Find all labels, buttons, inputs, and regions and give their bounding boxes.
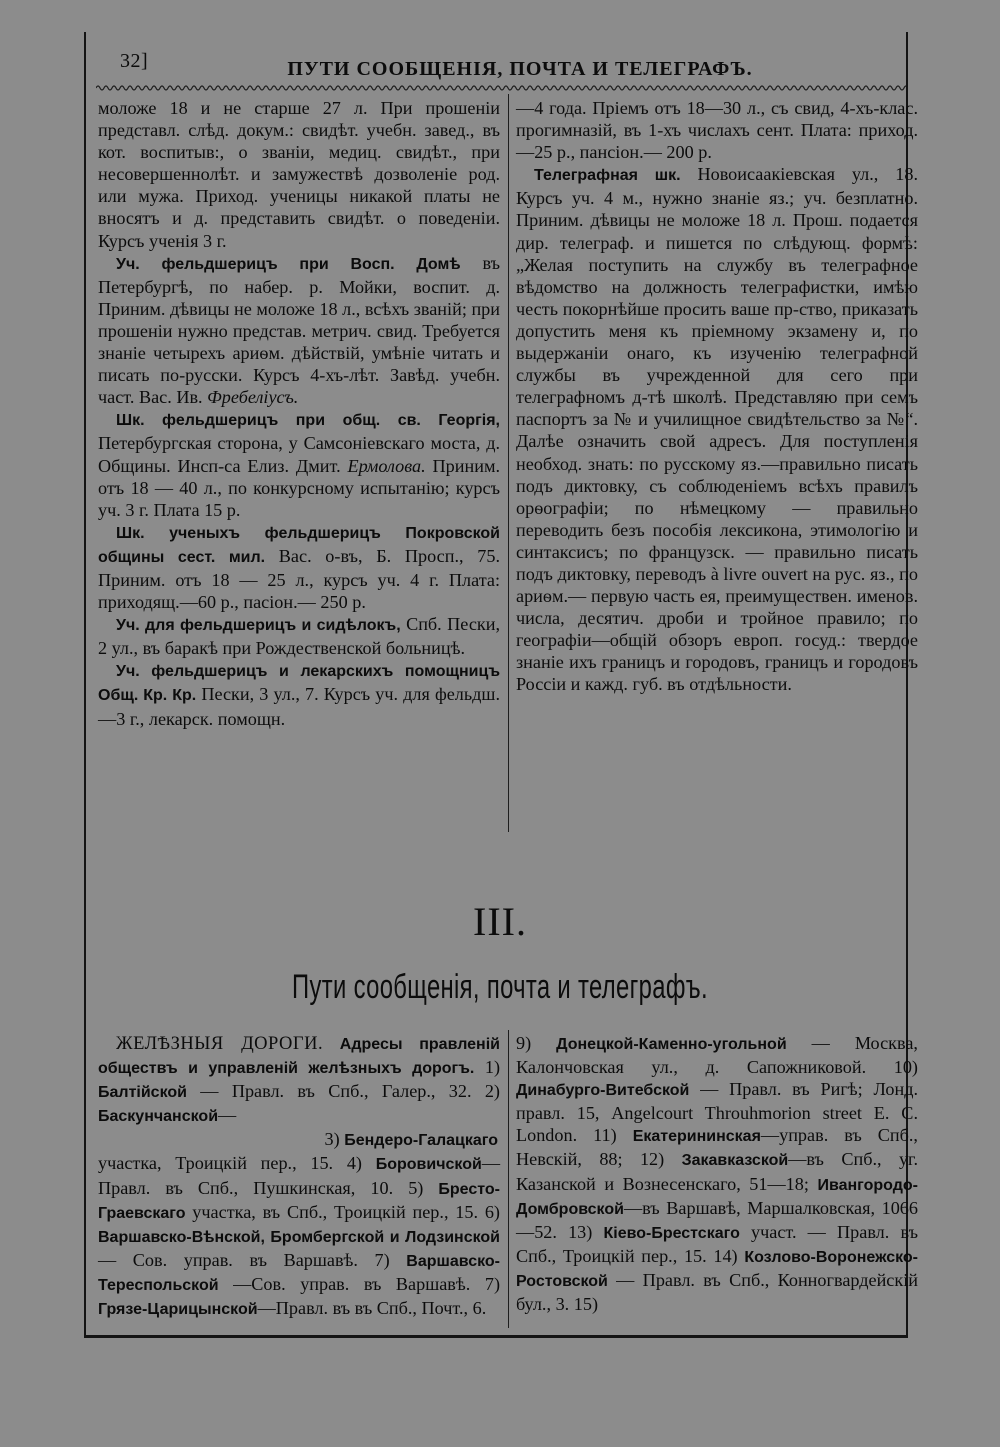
entry-text: 1) (474, 1057, 501, 1078)
entry-heading: Шк. фельдшерицъ при общ. св. Георгія, (116, 412, 500, 430)
entry-heading: Уч. для фельдшерицъ и сидѣлокъ, (116, 617, 401, 635)
railway-name: Кіево-Брестскаго (603, 1224, 740, 1242)
column-divider-top (508, 94, 509, 832)
entry-text: — Правл. въ Спб., Галер., 32. 2) (186, 1081, 500, 1102)
paragraph (98, 521, 500, 613)
entry-text: — (218, 1105, 237, 1126)
entry-heading: Уч. фельдшерицъ при Восп. Домѣ (116, 255, 461, 273)
entry-text: —управ. въ Спб., Невскій, 88; 12) (516, 1125, 918, 1170)
railway-name: Бендеро-Галацкаго (344, 1132, 498, 1150)
entry-heading: Уч. фельдшерицъ и лекарскихъ помощницъ Общ. Кр. Кр. (98, 663, 500, 705)
entry-name: Ермолова. (347, 455, 426, 476)
entry-text: — Правл. въ Спб., Конногвардейскій бул., 3. 15) (516, 1269, 918, 1315)
paragraph: моложе 18 и не старше 27 л. При прошеніи представл. слѣд. докум.: свидѣт. учебн. завед., въ кот. воспитыв:, о званіи, медиц. свидѣт., при несовершеннолѣт. и замужествѣ дозволеніе род. или мужа. Приход. ученицы никакой платы не вносятъ и д. представить свидѣт. о поведеніи. Курсъ ученія 3 г. (98, 98, 500, 251)
entry-text: — Сов. управ. въ Варшавѣ. 7) (98, 1249, 407, 1270)
entry-name: Фребеліусъ. (207, 387, 299, 408)
entry-text: Приним. отъ 18 — 40 л., по конкурсному испытанію; курсъ уч. 3 г. Плата 15 р. (98, 455, 501, 520)
entry-text: — Правл. въ Ригѣ; Лонд. правл. 15, Angelcourt Throuhmorion street E. C. London. 11) (516, 1079, 918, 1146)
entry-text: —въ Варшавѣ, Маршалковская, 1066—52. 13) (516, 1197, 918, 1242)
wavy-rule (96, 84, 906, 92)
entry-text: въ Петербургѣ, по набер. р. Мойки, воспит. д. Приним. дѣвицы не моложе 18 л., всѣхъ званій; при прошеніи нужно представ. метрич. свид. Требуется знаніе четырехъ ариѳм. дѣйствій, умѣніе читать и писать по-русски. Курсъ 4-хъ-лѣт. Завѣд. учебн. част. Вас. Ив. (98, 252, 500, 408)
entry-text: —Правл. въ въ Спб., Почт., 6. (257, 1298, 487, 1319)
running-head: ПУТИ СООБЩЕНІЯ, ПОЧТА И ТЕЛЕГРАФЪ. (287, 58, 753, 80)
paragraph (98, 252, 500, 409)
paragraph (98, 659, 500, 729)
railway-name: Баскунчанской (98, 1108, 219, 1126)
entry-text: Пески, 3 ул., 7. Курсъ уч. для фельдш.—3 г., лекарск. помощн. (98, 684, 500, 729)
entry-heading: Шк. ученыхъ фельдшерицъ Покровской общины сест. мил. (98, 524, 500, 566)
entry-text: Спб. Пески, 2 ул., въ баракѣ при Рождественской больницѣ. (98, 614, 501, 659)
column-right-bottom (516, 1032, 918, 1315)
paragraph (98, 613, 500, 659)
railway-name: Боровичской (375, 1156, 482, 1174)
page-number: 32] (120, 50, 149, 72)
railway-name: Бресто-Граевскаго (98, 1180, 500, 1222)
section-title: Пути сообщенія, почта и телеграфъ. (292, 968, 708, 1006)
railway-name: Закавказской (681, 1152, 789, 1170)
entry-text: участка, Троицкій пер., 15. 4) (98, 1153, 376, 1174)
railway-name: Грязе-Царицынской (98, 1301, 258, 1319)
paragraph: —4 года. Пріемъ отъ 18—30 л., съ свид, 4-хъ-клас. прогимназій, въ 1-хъ числахъ сент. Плата: приход.—25 р., пансіон.— 200 р. (516, 98, 918, 163)
entry-text: Новоисаакіевская ул., 18. Курсъ уч. 4 м., нужно знаніе яз.; уч. безплатно. Приним. дѣвицы не моложе 18 л. Прош. подается дир. телеграф. и пишется по слѣдующ. формѣ: „Желая поступить на службу въ телеграфное вѣдомство на должность телеграфистки, имѣю честь покорнѣйше просить ваше пр-ство, приказать допустить меня къ пріемному экзамену и, по выдержаніи онаго, къ изученію телеграфной службы въ учрежденной для сего при телеграфномъ д-тѣ школѣ. Представляю при семъ паспортъ за № и училищное свидѣтельство за №“. Далѣе означить свой адресъ. Для поступленія необход. знать: по русскому яз.—правильно писать подъ диктовку, съ соблюденіемъ всѣхъ правилъ орѳографіи; по нѣмецкому — правильно переводить безъ пособія лексикона, этимологію и синтаксисъ; по французск. — правильно писать подъ диктовку, переводъ à livre ouvert на рус. яз., по ариѳм.— первую часть ея, преимуществен. именов. числа, десятич. дроби и тройное правило; по географіи—общій обзоръ европ. госуд.: твердое знаніе ихъ границъ и городовъ, границъ и городовъ Россіи и кажд. губ. въ отдѣльности. (516, 164, 919, 695)
entry-text: —Сов. управ. въ Варшавѣ. 7) (218, 1273, 500, 1294)
railway-name: Динабурго-Витебской (516, 1082, 690, 1100)
railway-name: Козлово-Воронежско-Ростовской (516, 1248, 918, 1290)
railway-name: Балтійской (98, 1084, 187, 1102)
entry-text: участка, въ Спб., Троицкій пер., 15. 6) (185, 1201, 500, 1222)
continued-line (98, 1128, 500, 1152)
column-divider-bottom (508, 1030, 509, 1328)
section-number: III. (473, 899, 527, 944)
column-left-top (98, 97, 500, 730)
paragraph (516, 1032, 918, 1315)
railway-name: Варшавско-Вѣнской, Бромбергской и Лодзинской (98, 1228, 500, 1246)
column-left-bottom (98, 1032, 500, 1321)
section-caps: ЖЕЛѢЗНЫЯ ДОРОГИ. (116, 1034, 324, 1054)
railway-name: Ивангородо-Домбровской (516, 1176, 918, 1218)
railway-name: Варшавско-Тереспольской (98, 1252, 500, 1294)
entry-text: Вас. о-въ, Б. Просп., 75. Приним. отъ 18 — 25 л., курсъ уч. 4 г. Плата: приходящ.—60 р., пасіон.— 250 р. (98, 545, 500, 613)
entry-text: — Москва, Калончовская ул., д. Сапожниковой. 10) (516, 1033, 918, 1078)
entry-heading: Телеграфная шк. (534, 167, 681, 185)
railway-name: Донецкой-Каменно-угольной (556, 1036, 787, 1053)
paragraph (98, 1032, 500, 1321)
entry-text: 3) (324, 1129, 345, 1150)
entry-text: Петербургская сторона, у Самсоніевскаго моста, д. Общины. Инсп-са Елиз. Дмит. (98, 433, 500, 476)
entry-text: —въ Спб., уг. Казанской и Вознесенскаго, 51—18; (516, 1149, 918, 1194)
entry-heading: Адресы правленій обществъ и управленій желѣзныхъ дорогъ. (98, 1036, 500, 1078)
entry-text: участ. — Правл. въ Спб., Троицкій пер., 15. 14) (516, 1221, 918, 1266)
railway-name: Екатерининская (632, 1128, 761, 1146)
entry-text: —Правл. въ Спб., Пушкинская, 10. 5) (98, 1153, 500, 1198)
paragraph (98, 408, 500, 520)
paragraph (516, 163, 918, 695)
entry-text: 9) (516, 1033, 557, 1053)
column-right-top (516, 97, 918, 696)
